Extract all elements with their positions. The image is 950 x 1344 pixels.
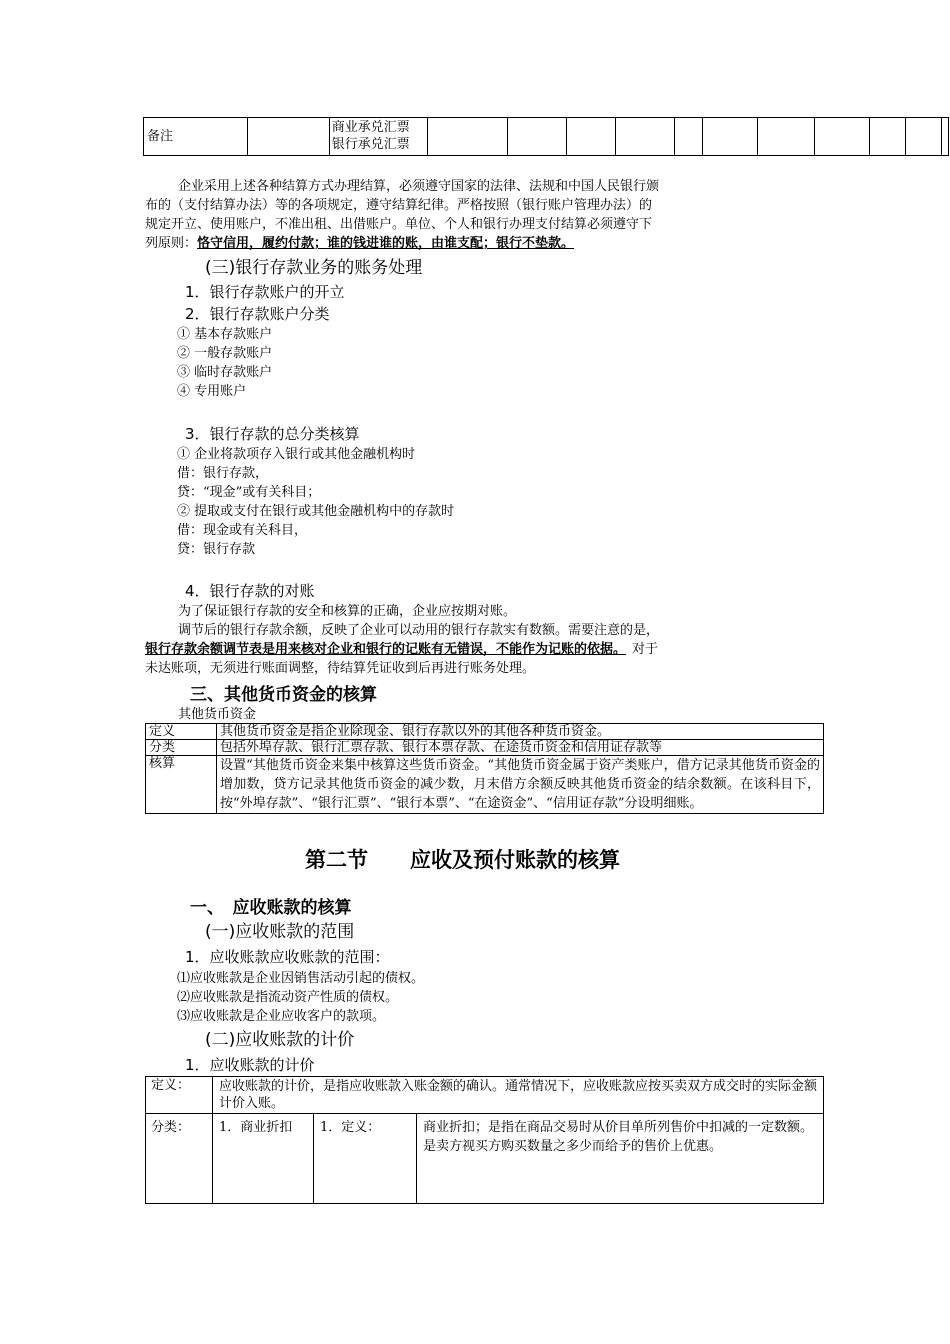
commercial-discount-definition: 商业折扣；是指在商品交易时从价目单所列售价中扣减的一定数额。是卖方视买方购买数量之多少而给予的售价上优惠。 [417,1114,824,1204]
definition-label-cell: 1．定义： [314,1114,417,1204]
other-funds-table [145,723,824,814]
para1-line4 [145,234,574,253]
draft-types-cell [329,118,427,156]
principles-prefix: 列原则： [145,236,198,251]
chapter2-h1: 一、 应收账款的核算 [190,898,352,918]
empty-cell [815,118,870,156]
scope-2: ⑵应收账款是指流动资产性质的债权。 [177,990,399,1005]
para1-line1: 企业采用上述各种结算方式办理结算，必须遵守国家的法律、法规和中国人民银行颁 [178,179,660,194]
recon-emphasis: 银行存款余额调节表是用来核对企业和银行的记账有无错误，不能作为记账的依据。 [145,642,627,657]
principles-emphasis: 恪守信用，履约付款；谁的钱进谁的账，由谁支配；银行不垫款。 [197,236,575,251]
recon-line1: 为了保证银行存款的安全和核算的正确，企业应按期对账。 [178,604,517,619]
bank-draft: 银行承兑汇票 [331,137,410,152]
definition-value: 应收账款的计价，是指应收账款入账金额的确认。通常情况下，应收账款应按买卖双方成交时的实际金额计价入账。 [213,1077,824,1114]
entry-6: 贷：银行存款 [177,542,256,557]
empty-cell [870,118,906,156]
scope-1: ⑴应收账款是企业因销售活动引起的债权。 [177,971,425,986]
chapter2-sub1: (一)应收账款的范围 [205,922,355,942]
entry-1: ① 企业将款项存入银行或其他金融机构时 [177,447,416,462]
account-type-1: ① 基本存款账户 [177,327,273,342]
account-type-4: ④ 专用账户 [177,384,247,399]
entry-4: ② 提取或支付在银行或其他金融机构中的存款时 [177,504,455,519]
row-key: 核算 [146,756,217,814]
empty-cell [758,118,815,156]
commercial-discount-cell: 1．商业折扣 [213,1114,314,1204]
section3-item1: 1．银行存款账户的开立 [185,283,345,301]
other-funds-caption: 其他货币资金 [178,707,257,722]
chapter2-sub1-item: 1．应收账款应收账款的范围： [185,948,390,966]
entry-5: 借：现金或有关科目， [177,523,308,538]
empty-cell [703,118,758,156]
table-row [146,740,824,756]
empty-cell [247,118,329,156]
recon-line3 [145,640,658,659]
entry-2: 借：银行存款， [177,466,269,481]
empty-cell [427,118,507,156]
receivable-valuation-table [145,1076,824,1204]
empty-cell [942,118,949,156]
category-key: 分类： [146,1114,213,1204]
section3-item2: 2．银行存款账户分类 [185,305,330,323]
empty-cell [674,118,702,156]
row-key: 定义 [146,724,217,740]
row-value: 其他货币资金是指企业除现金、银行存款以外的其他各种货币资金。 [217,724,824,740]
recon-tail: 对于 [632,642,659,657]
empty-cell [507,118,566,156]
para1-line2: 布的（支付结算办法）等的各项规定，遵守结算纪律。严格按照（银行账户管理办法）的 [145,198,653,213]
chapter2-title: 第二节 应收及预付账款的核算 [305,847,620,872]
table-row [146,1077,824,1114]
other-funds-heading: 三、其他货币资金的核算 [190,685,377,705]
row-value: 设置“其他货币资金来集中核算这些货币资金。“其他货币资金属于资产类账户，借方记录其他货币资金的增加数，贷方记录其他货币资金的减少数，月末借方余额反映其他货币资金的结余数额。在该科目下，按“外埠存款”、“银行汇票”、“银行本票”、“在途资金”、“信用证存款”分设明细账。 [217,756,824,814]
account-type-2: ② 一般存款账户 [177,346,273,361]
chapter2-sub2-item: 1．应收账款的计价 [185,1056,315,1074]
table-row [146,756,824,814]
recon-line4: 未达账项，无须进行账面调整，待结算凭证收到后再进行账务处理。 [145,661,536,676]
table-row [146,724,824,740]
commercial-draft: 商业承兑汇票 [331,120,410,135]
definition-key: 定义： [146,1077,213,1114]
row-value: 包括外埠存款、银行汇票存款、银行本票存款、在途货币资金和信用证存款等 [217,740,824,756]
recon-line2: 调节后的银行存款余额，反映了企业可以动用的银行存款实有数额。需要注意的是， [178,623,660,638]
section3-title: (三)银行存款业务的账务处理 [205,258,423,278]
empty-cell [566,118,615,156]
empty-cell [906,118,942,156]
entry-3: 贷：“现金”或有关科目； [177,485,321,500]
account-type-3: ③ 临时存款账户 [177,365,273,380]
chapter2-sub2: (二)应收账款的计价 [205,1030,355,1050]
empty-cell [615,118,674,156]
remark-label-cell: 备注 [144,118,248,156]
section3-item3: 3．银行存款的总分类核算 [185,425,360,443]
scope-3: ⑶应收账款是企业应收客户的款项。 [177,1009,386,1024]
table-row [146,1114,824,1204]
section3-item4: 4．银行存款的对账 [185,582,315,600]
para1-line3: 规定开立、使用账户，不准出租、出借账户。单位、个人和银行办理支付结算必须遵守下 [145,217,653,232]
top-settlement-table [143,117,949,156]
row-key: 分类 [146,740,217,756]
